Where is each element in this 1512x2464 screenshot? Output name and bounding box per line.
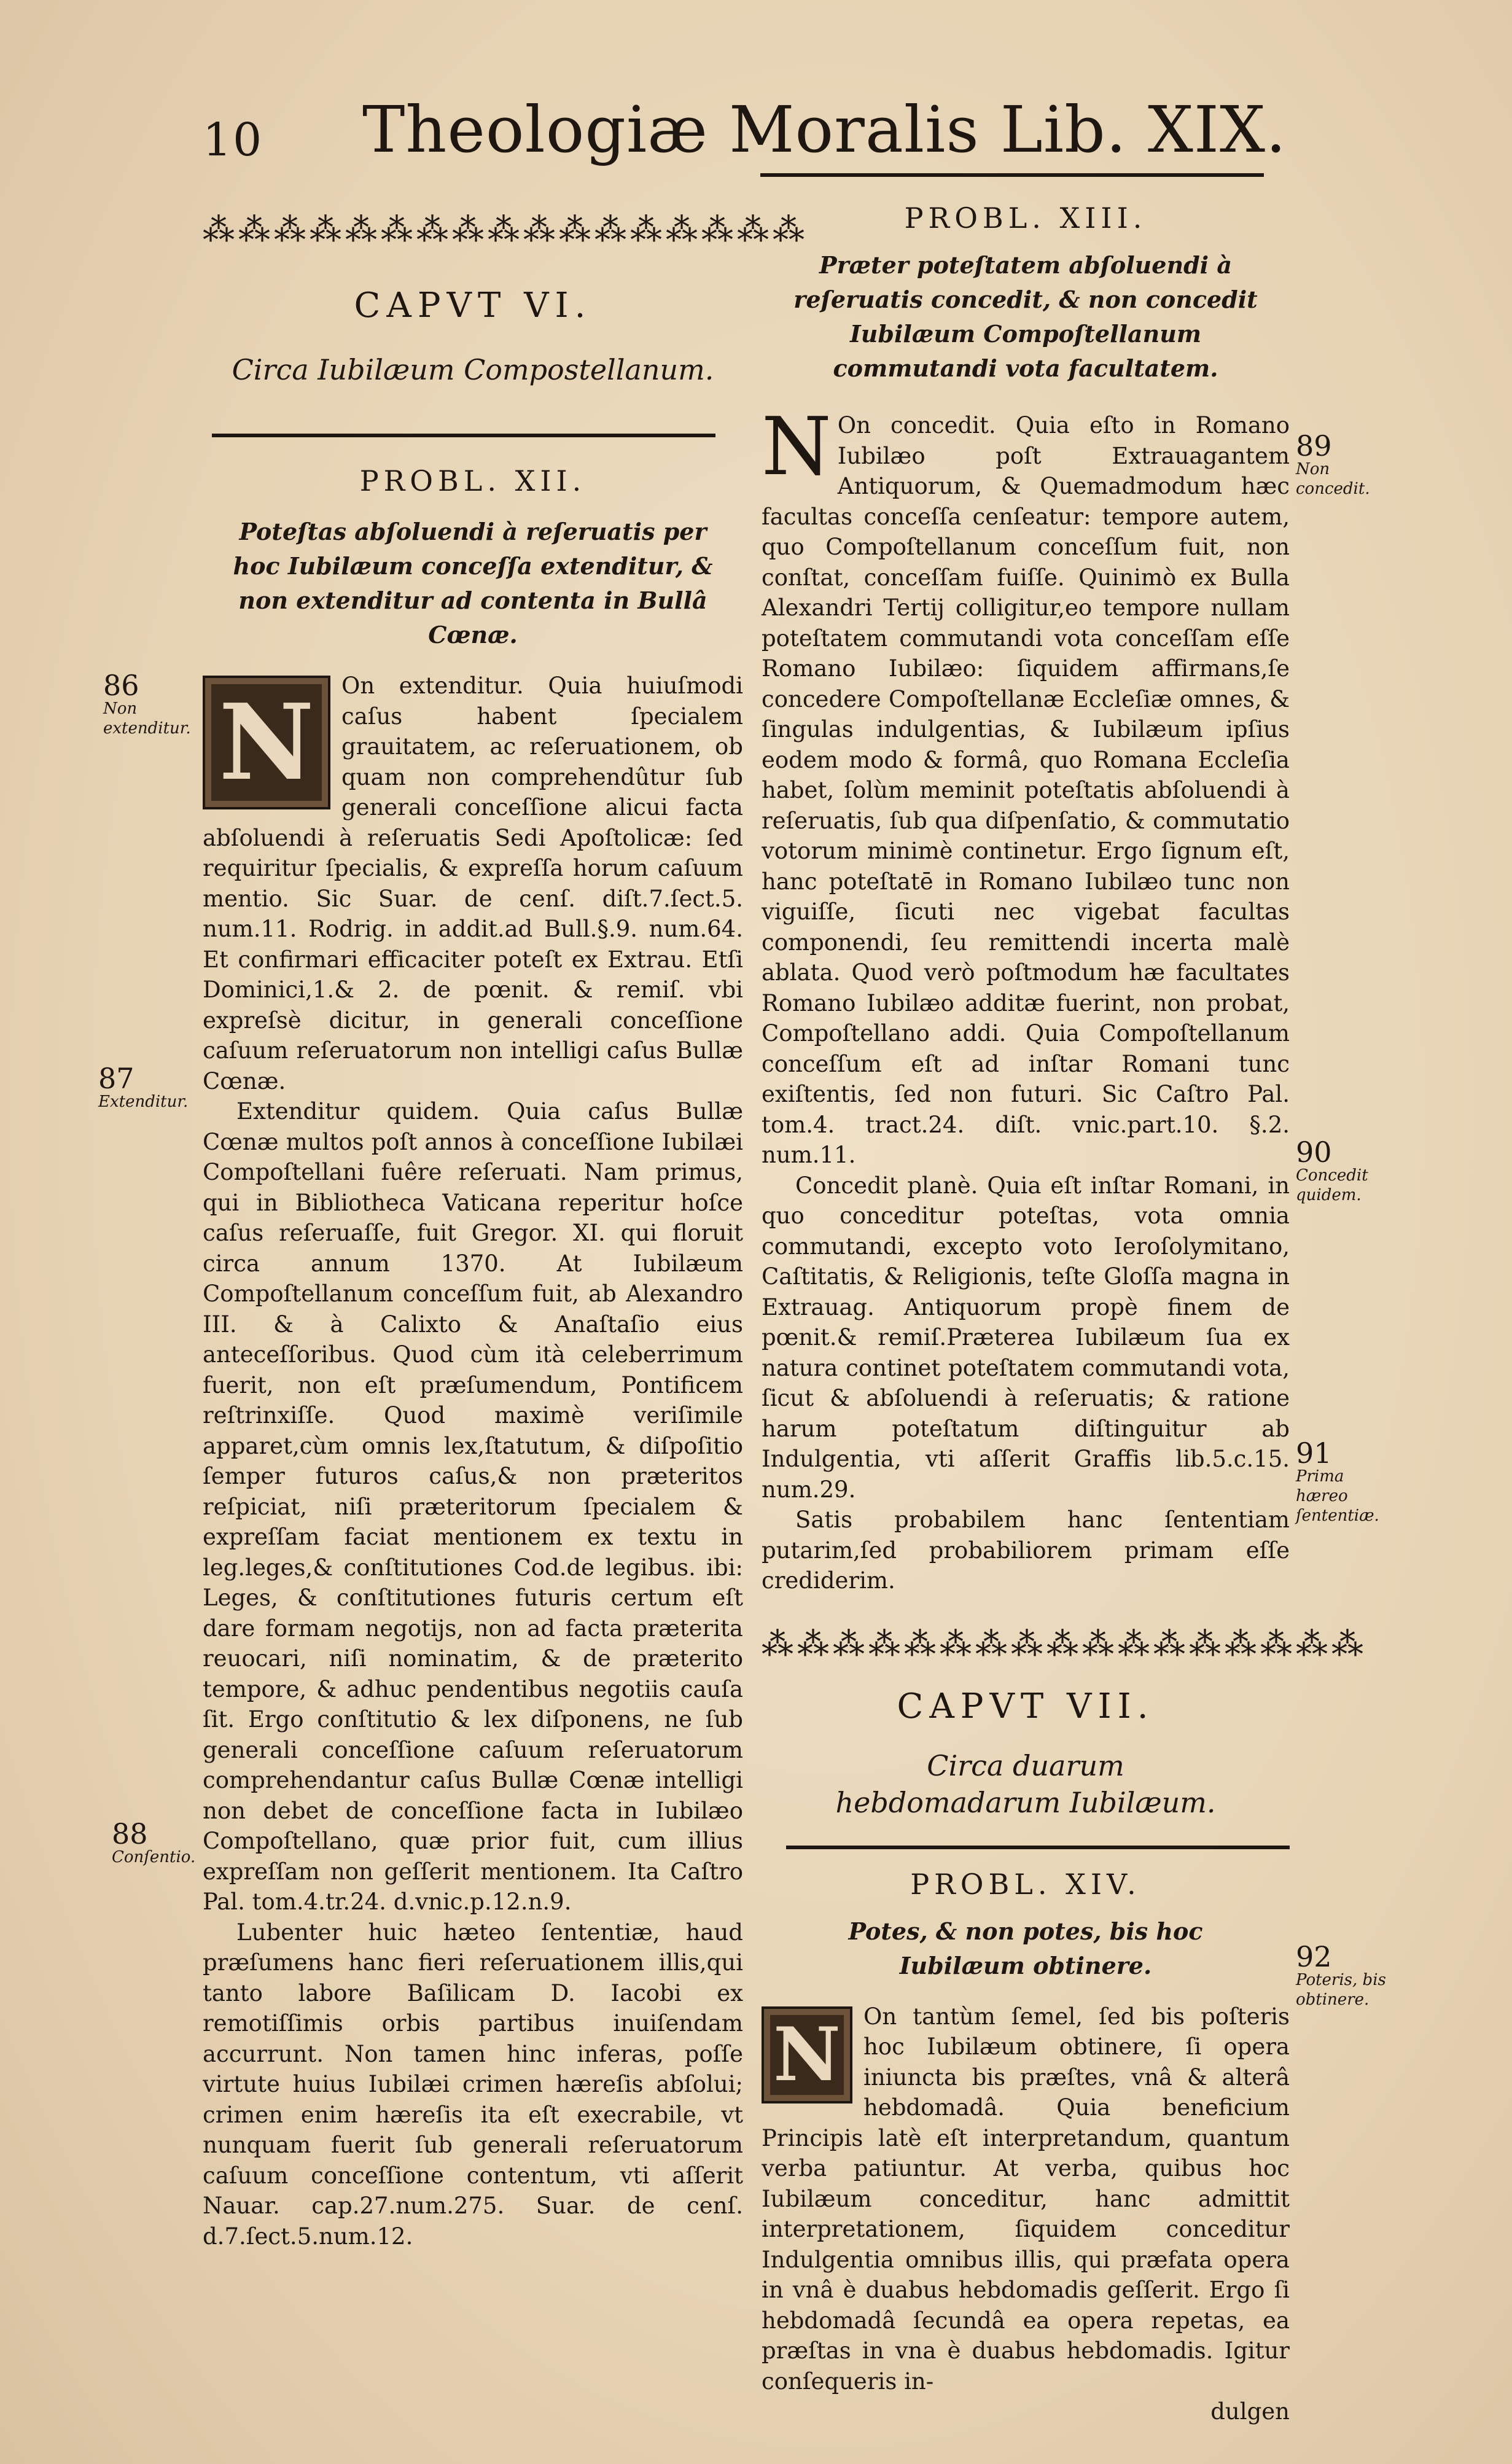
- margin-label: Concedit quidem.: [1296, 1166, 1368, 1204]
- running-title: Theologiæ Moralis Lib. XIX.: [362, 92, 1287, 167]
- problem-summary: Potes, & non potes, bis hoc Iubilæum obtinere.: [848, 1917, 1203, 1979]
- paragraph-90: Concedit planè. Quia eſt inſtar Romani, in quo conceditur poteſtas, vota omnia commutandi, excepto voto Ieroſolymitano, Caſtitatis, & Religionis, teſte Gloſſa magna in Extrauag. Antiquorum propè finem de pœnit.& remiſ.Præterea Iubilæum ſua ex natura continet poteſtatem commutandi vota, ſicut & abſoluendi à reſeruatis; & ratione harum poteſtatum diſtinguitur ab Indulgentia, vti aſſerit Graffis lib.5.c.15. num.29.: [762, 1172, 1290, 1503]
- margin-label: Extenditur.: [98, 1093, 189, 1111]
- margin-number: 88: [112, 1817, 148, 1850]
- margin-number: 90: [1296, 1136, 1332, 1169]
- chapter-heading: CAPVT VII.: [897, 1686, 1155, 1726]
- ornament-band: ⁂⁂⁂⁂⁂⁂⁂⁂⁂⁂⁂⁂⁂⁂⁂⁂⁂: [762, 1626, 1367, 1663]
- margin-number: 91: [1296, 1437, 1332, 1470]
- margin-note-86: [103, 669, 201, 738]
- page-number: 10: [203, 114, 263, 166]
- margin-note-88: [112, 1817, 204, 1867]
- catchword: dulgen: [1210, 2398, 1290, 2425]
- problem-heading: PROBL. XII.: [359, 464, 586, 497]
- decorated-initial: N: [762, 2006, 852, 2103]
- paragraph-89: On concedit. Quia eſto in Romano Iubilæo poſt Extrauagantem Antiquorum, & Quemadmodum hæc facultas conceſſa cenſeatur: tempore autem, quo Compoſtellanum conceſſum fuit, non conſtat, conceſſam fuiſſe. Quinimò ex Bulla Alexandri Tertij colligitur,eo tempore nullam poteſtatem commutandi vota conceſſam eſſe Romano Iubilæo: ſiquidem affirmans,ſe concedere Compoſtellanæ Eccleſiæ omnes, & ſingulas indulgentias, & Iubilæum ipſius eodem modo & formâ, quo Romana Eccleſia habet, ſolùm meminit poteſtatis abſoluendi à reſeruatis, ſub qua diſpenſatio, & commutatio votorum minimè continetur. Ergo ſignum eſt, hanc poteſtatē in Romano Iubilæo tunc non viguiſſe, ſicuti nec vigebat facultas componendi, ſeu remittendi incerta malè ablata. Quod verò poſtmodum hæ facultates Romano Iubilæo additæ fuerint, non probat, Compoſtellano addi. Quia Compoſtellanum conceſſum eſt ad inſtar Romani tunc exiſtentis, ſed non futuri. Sic Caſtro Pal. tom.4. tract.24. diſt. vnic.part.10. §.2. num.11.: [762, 412, 1290, 1168]
- margin-note-91: [1296, 1437, 1388, 1526]
- paragraph-87: Extenditur quidem. Quia caſus Bullæ Cœnæ multos poſt annos à conceſſione Iubilæi Compoſtellani fuêre reſeruati. Nam primus, qui in Bibliotheca Vaticana reperitur hoſce caſus reſeruaſſe, fuit Gregor. XI. qui floruit circa annum 1370. At Iubilæum Compoſtellanum conceſſum fuit, ab Alexandro III. & à Calixto & Anaſtaſio eius anteceſſoribus. Quod cùm ità celeberrimum fuerit, non eſt præſumendum, Pontificem reſtrinxiſſe. Quod maximè veriſimile apparet,cùm omnis lex,ſtatutum, & diſpoſitio ſemper futuros caſus,& non præteritos reſpiciat, niſi præteritorum ſpecialem & expreſſam faciat mentionem ex textu in leg.leges,& conſtitutiones Cod.de legibus. ibi: Leges, & conſtitutiones futuris certum eſt dare formam negotijs, non ad facta præterita reuocari, niſi nominatim, & de præterito tempore, & adhuc pendentibus negotiis cauſa ſit. Ergo conſtitutio & lex diſponens, ne ſub generali conceſſione caſuum reſeruatorum comprehendantur caſus Bullæ Cœnæ intelligi non debet de conceſſione facta in Iubilæo Compoſtellano, quæ prior fuit, cum illius expreſſam non geſſerit mentionem. Ita Caſtro Pal. tom.4.tr.24. d.vnic.p.12.n.9.: [203, 1098, 743, 1915]
- problem-summary: Præter poteſtatem abſoluendi à reſeruatis concedit, & non concedit Iubilæum Compoſtellanum commutandi vota facultatem.: [793, 251, 1258, 382]
- margin-label: Conſentio.: [112, 1848, 196, 1866]
- problem-heading: PROBL. XIV.: [910, 1867, 1141, 1901]
- paragraph-88: Lubenter huic hæteo ſententiæ, haud præſumens hanc fieri reſeruationem illis,qui tanto labore Baſilicam D. Iacobi ex remotiſſimis orbis partibus inuiſendam accurrunt. Non tamen hinc inferas, poſſe virtute huius Iubilæi crimen hæreſis abſolui; crimen enim hæreſis ita eſt execrabile, vt nunquam fuerit ſub generali reſeruatorum caſuum conceſſione contentum, vti aſſerit Nauar. cap.27.num.275. Suar. de cenſ. d.7.ſect.5.num.12.: [203, 1919, 743, 2250]
- margin-number: 89: [1296, 429, 1332, 462]
- section-rule: [212, 434, 715, 437]
- problem-heading: PROBL. XIII.: [904, 201, 1147, 235]
- margin-label: Non concedit.: [1296, 460, 1370, 498]
- margin-note-92: [1296, 1940, 1388, 2010]
- margin-note-89: [1296, 429, 1388, 499]
- paragraph-92: On tantùm ſemel, ſed bis poſteris hoc Iubilæum obtinere, ſi opera iniuncta bis præſtes, vnâ & alterâ hebdomadâ. Quia beneficium Principis latè eſt interpretandum, quantum verba patiuntur. At verba, quibus hoc Iubilæum conceditur, hanc admittit interpretationem, ſiquidem conceditur Indulgentia omnibus illis, qui præfata opera in vnâ è duabus hebdomadis geſſerit. Ergo ſi hebdomadâ ſecundâ ea opera repetas, ea præſtas in vna è duabus hebdomadis. Igitur conſequeris in-: [762, 2003, 1290, 2395]
- initial-letter: N: [762, 400, 832, 493]
- problem-summary: Poteſtas abſoluendi à reſeruatis per hoc Iubilæum conceſſa extenditur, & non extenditur ad contenta in Bullâ Cœnæ.: [233, 518, 713, 649]
- chapter-title: Circa duarum hebdomadarum Iubilæum.: [835, 1749, 1216, 1819]
- margin-label: Non extenditur.: [103, 700, 191, 738]
- section-rule: [786, 1846, 1290, 1849]
- paragraph-86: On extenditur. Quia huiuſmodi caſus habent ſpecialem grauitatem, ac reſeruationem, ob quam non comprehendûtur ſub generali conceſſione alicui facta abſoluendi à reſeruatis Sedi Apoſtolicæ: ſed requiritur ſpecialis, & expreſſa horum caſuum mentio. Sic Suar. de cenſ. diſt.7.ſect.5. num.11. Rodrig. in addit.ad Bull.§.9. num.64. Et confirmari efficaciter poteſt ex Extrau. Etſi Dominici,1.& 2. de pœnit. & remiſ. vbi expreſsè dicitur, in generali conceſſione caſuum reſeruatorum non intelligi caſus Bullæ Cœnæ.: [203, 673, 743, 1094]
- left-column: [203, 209, 808, 2252]
- margin-number: 87: [98, 1062, 134, 1095]
- margin-label: Poteris, bis obtinere.: [1296, 1971, 1386, 2009]
- margin-number: 92: [1296, 1940, 1332, 1973]
- chapter-title: Circa Iubilæum Compostellanum.: [232, 353, 714, 386]
- paragraph-91: Satis probabilem hanc ſententiam putarim,ſed probabiliorem primam eſſe crediderim.: [762, 1507, 1290, 1594]
- margin-note-87: [98, 1062, 201, 1112]
- ornament-band: ⁂⁂⁂⁂⁂⁂⁂⁂⁂⁂⁂⁂⁂⁂⁂⁂⁂: [203, 212, 808, 249]
- margin-note-90: [1296, 1136, 1388, 1205]
- chapter-heading: CAPVT VI.: [354, 286, 592, 326]
- margin-label: Prima hæreo ſententiæ.: [1296, 1467, 1379, 1525]
- decorated-initial: N: [203, 676, 330, 809]
- margin-number: 86: [103, 669, 139, 702]
